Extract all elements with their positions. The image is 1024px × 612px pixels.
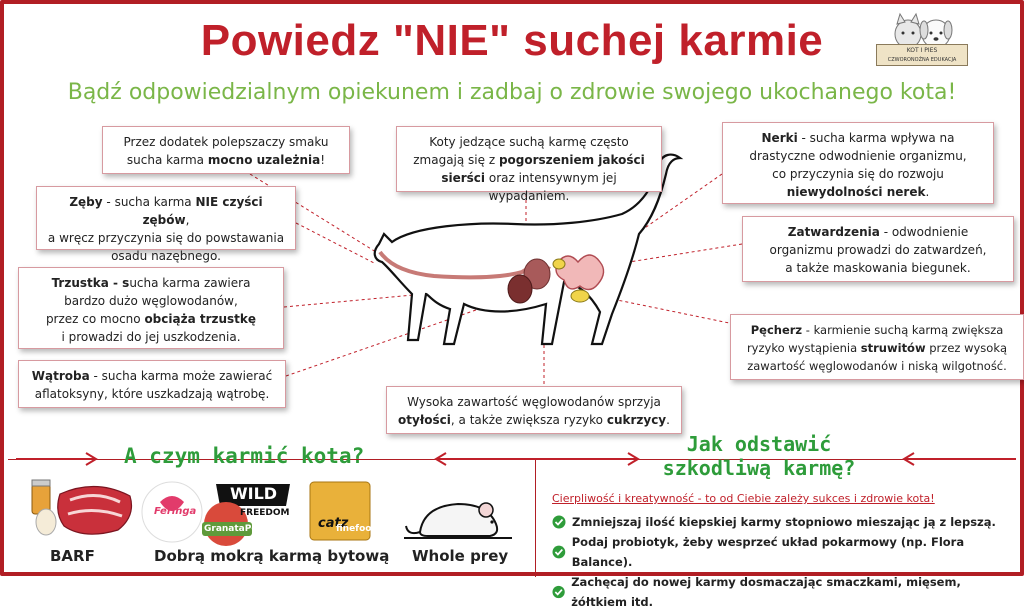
section-divider-vertical bbox=[535, 459, 536, 577]
logo-text-line1: KOT I PIES bbox=[906, 47, 938, 54]
callout-bold: sierści bbox=[441, 171, 486, 185]
callout-text: organizmu prowadzi do zatwardzeń, bbox=[769, 243, 987, 257]
callout-text: - sucha karma może zawierać bbox=[89, 369, 273, 383]
list-item bbox=[552, 572, 1020, 612]
check-icon bbox=[552, 545, 566, 559]
callout-text: - sucha karma bbox=[102, 195, 196, 209]
callout-bold: Zęby bbox=[69, 195, 103, 209]
callout-bladder bbox=[730, 314, 1024, 380]
callout-fur bbox=[396, 126, 662, 203]
callout-text: . bbox=[925, 185, 930, 199]
callout-pancreas bbox=[18, 267, 284, 349]
callout-bold: Wątroba bbox=[31, 369, 90, 383]
check-icon bbox=[552, 585, 565, 599]
tips-list bbox=[552, 512, 1020, 612]
callout-text: a wręcz przyczynia się do powstawania bbox=[47, 231, 285, 245]
brand-catz: catz bbox=[318, 516, 349, 531]
logo-text-line2: CZWORONOŻNA EDUKACJA bbox=[887, 57, 957, 63]
whole-prey-label: Whole prey bbox=[412, 547, 509, 565]
page-subtitle: Bądź odpowiedzialnym opiekunem i zadbaj o zdrowie swojego ukochanego kota! bbox=[67, 80, 957, 105]
callout-text: Koty jedzące suchą karmę często bbox=[429, 135, 629, 149]
barf-label: BARF bbox=[50, 547, 95, 565]
brand-wild: WILD bbox=[230, 484, 278, 503]
callout-text: osadu nazębnego. bbox=[111, 249, 221, 263]
callout-bold: Trzustka - s bbox=[51, 276, 130, 290]
callout-bold: pogorszeniem jakości bbox=[498, 153, 645, 167]
tip-text: Podaj probiotyk, żeby wesprzeć układ pokarmowy (np. Flora Balance). bbox=[571, 535, 965, 569]
barf-raw-meat-icon bbox=[26, 476, 136, 540]
tip-text: Zmniejszaj ilość kiepskiej karmy stopniowo mieszając ją z lepszą. bbox=[572, 515, 996, 529]
callout-text: ryzyko wystąpienia bbox=[746, 341, 861, 355]
callout-constipation bbox=[742, 216, 1014, 282]
wet-food-label: Dobrą mokrą karmą bytową bbox=[154, 547, 390, 565]
page-title: Powiedz "NIE" suchej karmie bbox=[200, 16, 824, 65]
callout-text: ! bbox=[320, 153, 326, 167]
callout-text: zawartość węglowodanów i niską wilgotność. bbox=[747, 359, 1007, 373]
callout-text: - sucha karma wpływa na bbox=[797, 131, 955, 145]
callout-text: przez wysoką bbox=[925, 341, 1008, 355]
callout-text: drastyczne odwodnienie organizmu, bbox=[749, 149, 967, 163]
brand-granatapet: GranataPet bbox=[204, 524, 262, 534]
callout-bold: cukrzycy bbox=[606, 413, 667, 427]
callout-bold: Zatwardzenia bbox=[787, 225, 880, 239]
brand-catz-finefood: finefood bbox=[336, 524, 378, 534]
tip-text: Zachęcaj do nowej karmy dosmaczając smaczkami, mięsem, żółtkiem itd. bbox=[571, 575, 961, 609]
callout-text: a także maskowania biegunek. bbox=[785, 261, 971, 275]
callout-text: bardzo dużo węglowodanów, bbox=[64, 294, 238, 308]
callout-text: Przez dodatek polepszaczy smaku bbox=[123, 135, 329, 149]
callout-text: ucha karma zawiera bbox=[129, 276, 251, 290]
callout-bold: obciąża trzustkę bbox=[144, 312, 257, 326]
callout-teeth bbox=[36, 186, 296, 263]
callout-bold: niewydolności nerek bbox=[786, 185, 926, 199]
callout-kidneys bbox=[722, 122, 994, 204]
list-item bbox=[552, 512, 1020, 532]
callout-obesity bbox=[386, 386, 682, 434]
callout-addiction bbox=[102, 126, 350, 174]
callout-bold: Nerki bbox=[761, 131, 798, 145]
check-icon bbox=[552, 515, 566, 529]
brand-feringa: Feringa bbox=[154, 506, 197, 517]
callout-text: - karmienie suchą karmą zwiększa bbox=[802, 323, 1004, 337]
logo-label bbox=[876, 44, 968, 66]
callout-text: , bbox=[185, 213, 190, 227]
callout-text: zmagają się z bbox=[413, 153, 499, 167]
callout-text: . bbox=[666, 413, 670, 427]
list-item bbox=[552, 532, 1020, 572]
callout-bold: otyłości bbox=[398, 413, 451, 427]
callout-text: - odwodnienie bbox=[879, 225, 969, 239]
callout-bold: mocno uzależnia bbox=[207, 153, 321, 167]
whole-prey-mouse-icon bbox=[400, 492, 516, 544]
callout-text: , a także zwiększa ryzyko bbox=[450, 413, 607, 427]
callout-bold: NIE czyści zębów bbox=[142, 195, 263, 227]
callout-text: i prowadzi do jej uszkodzenia. bbox=[61, 330, 241, 344]
callout-bold: struwitów bbox=[860, 341, 926, 355]
callout-text: oraz intensywnym jej wypadaniem. bbox=[485, 171, 617, 203]
callout-text: przez co mocno bbox=[45, 312, 145, 326]
callout-text: sucha karma bbox=[126, 153, 208, 167]
callout-text: co przyczynia się do rozwoju bbox=[772, 167, 944, 181]
left-section-heading: A czym karmić kota? bbox=[124, 444, 365, 468]
callout-bold: Pęcherz bbox=[750, 323, 803, 337]
brand-wild-freedom: FREEDOM bbox=[240, 508, 290, 518]
callout-liver bbox=[18, 360, 286, 408]
right-section-hint: Cierpliwość i kreatywność - to od Ciebie zależy sukces i zdrowie kota! bbox=[552, 492, 935, 505]
callout-text: aflatoksyny, które uszkadzają wątrobę. bbox=[34, 387, 270, 401]
callout-text: Wysoka zawartość węglowodanów sprzyja bbox=[407, 395, 661, 409]
right-section-heading: Jak odstawić szkodliwą karmę? bbox=[662, 432, 856, 480]
